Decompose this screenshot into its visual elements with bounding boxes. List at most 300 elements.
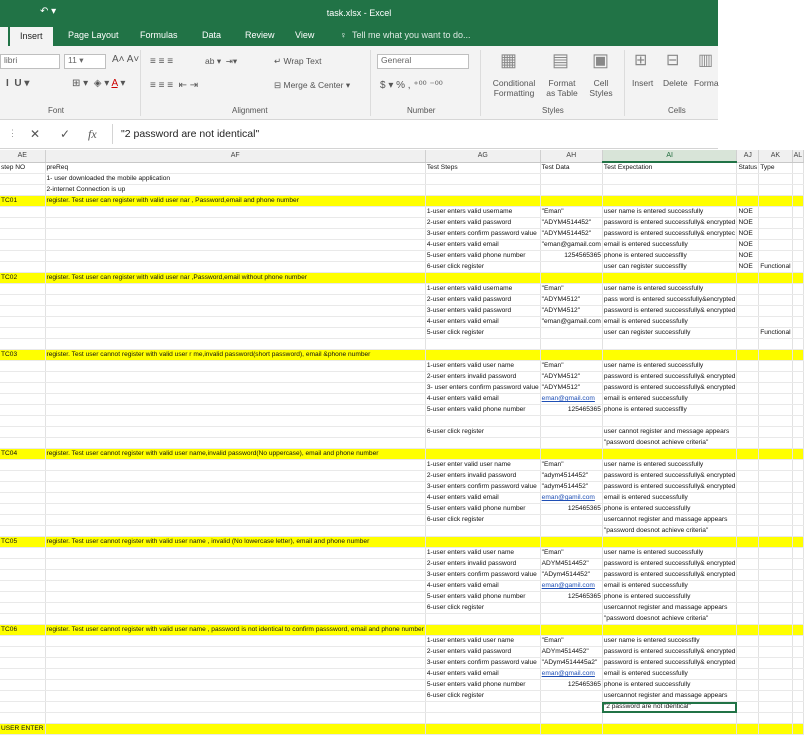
cell-prereq[interactable]: [45, 691, 425, 702]
cell-status[interactable]: [737, 449, 759, 460]
cell-prereq[interactable]: [45, 680, 425, 691]
align-top-icons[interactable]: ≡ ≡ ≡: [150, 56, 174, 67]
cell-type[interactable]: [759, 229, 792, 240]
cell-extra[interactable]: [792, 669, 804, 680]
cell-test-data[interactable]: [540, 339, 602, 350]
cell-status[interactable]: [737, 361, 759, 372]
cell-extra[interactable]: [792, 526, 804, 537]
cell-extra[interactable]: [792, 559, 804, 570]
tab-insert[interactable]: Insert: [10, 27, 53, 46]
cell-test-data[interactable]: "adym4514452": [540, 471, 602, 482]
cell-prereq[interactable]: register. Test user cannot register with valid user r me,invalid password(short password), email &phone number: [45, 350, 425, 361]
cell-status[interactable]: NOE: [737, 207, 759, 218]
cell-prereq[interactable]: [45, 493, 425, 504]
cell-status[interactable]: [737, 526, 759, 537]
tab-file[interactable]: [0, 27, 8, 46]
cell-type[interactable]: [759, 207, 792, 218]
cell-step-no[interactable]: [0, 504, 45, 515]
cell-test-expectation[interactable]: user cannot register and message appears: [602, 427, 737, 438]
cell-test-data[interactable]: [540, 449, 602, 460]
cell-type[interactable]: [759, 581, 792, 592]
cell-test-data[interactable]: "Eman": [540, 207, 602, 218]
cell-extra[interactable]: [792, 185, 804, 196]
cell-extra[interactable]: [792, 416, 804, 427]
cell-test-steps[interactable]: 1-user enters valid user name: [425, 361, 540, 372]
cell-prereq[interactable]: [45, 295, 425, 306]
cell-step-no[interactable]: [0, 361, 45, 372]
cell-status[interactable]: [737, 438, 759, 449]
cell-type[interactable]: [759, 537, 792, 548]
cell-test-expectation[interactable]: password is entered successfully& encrypted: [602, 658, 737, 669]
tab-view[interactable]: View: [295, 30, 315, 40]
cell-test-steps[interactable]: 6-user click register: [425, 603, 540, 614]
cell-prereq[interactable]: register. Test user cannot register with valid user name , invalid (No lowercase letter), email and phone number: [45, 537, 425, 548]
cell-step-no[interactable]: [0, 460, 45, 471]
cell-extra[interactable]: [792, 581, 804, 592]
cell-status[interactable]: [737, 306, 759, 317]
cell-test-steps[interactable]: 5-user enters valid phone number: [425, 592, 540, 603]
cell-test-steps[interactable]: [425, 724, 540, 735]
cell-test-data[interactable]: 1254565365: [540, 251, 602, 262]
cell-test-expectation[interactable]: password is entered successfully& encryptec: [602, 229, 737, 240]
cell-type[interactable]: [759, 273, 792, 284]
cell-status[interactable]: [737, 295, 759, 306]
cell-prereq[interactable]: [45, 647, 425, 658]
cell-prereq[interactable]: [45, 218, 425, 229]
cell-test-expectation[interactable]: user name is entered successfully: [602, 460, 737, 471]
cell-test-expectation[interactable]: Test Expectation: [602, 162, 737, 174]
cell-test-data[interactable]: "Eman": [540, 361, 602, 372]
cell-status[interactable]: [737, 328, 759, 339]
cell-extra[interactable]: [792, 262, 804, 273]
cell-test-data[interactable]: "Eman": [540, 460, 602, 471]
cell-status[interactable]: [737, 471, 759, 482]
cell-prereq[interactable]: [45, 427, 425, 438]
quick-access-toolbar[interactable]: ↶ ▾: [40, 6, 57, 17]
cell-test-data[interactable]: "ADym4514445a2": [540, 658, 602, 669]
cell-extra[interactable]: [792, 394, 804, 405]
cell-type[interactable]: [759, 218, 792, 229]
cell-extra[interactable]: [792, 713, 804, 724]
cell-type[interactable]: [759, 614, 792, 625]
cell-test-steps[interactable]: 5-user enters valid phone number: [425, 680, 540, 691]
cell-test-data[interactable]: [540, 515, 602, 526]
cell-test-expectation[interactable]: [602, 724, 737, 735]
cell-test-data[interactable]: [540, 416, 602, 427]
cell-prereq[interactable]: [45, 262, 425, 273]
cell-test-steps[interactable]: 3-user enters confirm password value: [425, 658, 540, 669]
cell-type[interactable]: [759, 636, 792, 647]
cell-step-no[interactable]: [0, 713, 45, 724]
cell-type[interactable]: [759, 350, 792, 361]
cell-step-no[interactable]: [0, 240, 45, 251]
cell-status[interactable]: [737, 394, 759, 405]
cell-test-expectation[interactable]: user name is entered successfully: [602, 284, 737, 295]
cell-test-expectation[interactable]: email is entered successfully: [602, 240, 737, 251]
cell-step-no[interactable]: [0, 647, 45, 658]
cell-test-data[interactable]: [540, 427, 602, 438]
cell-step-no[interactable]: [0, 702, 45, 713]
cell-type[interactable]: Functional: [759, 262, 792, 273]
cell-test-data[interactable]: "adym4514452": [540, 482, 602, 493]
cell-test-data[interactable]: [540, 713, 602, 724]
cell-test-expectation[interactable]: usercannot register and massage appears: [602, 515, 737, 526]
cell-prereq[interactable]: preReq: [45, 162, 425, 174]
cell-test-steps[interactable]: 4-user enters valid email: [425, 493, 540, 504]
cell-step-no[interactable]: [0, 328, 45, 339]
cell-test-steps[interactable]: 2-user enters valid password: [425, 218, 540, 229]
cell-status[interactable]: [737, 724, 759, 735]
cell-test-data[interactable]: [540, 702, 602, 713]
cell-test-steps[interactable]: [425, 273, 540, 284]
cell-type[interactable]: [759, 702, 792, 713]
cell-test-data[interactable]: [540, 614, 602, 625]
cell-step-no[interactable]: [0, 592, 45, 603]
cell-test-expectation[interactable]: user name is entered successfully: [602, 361, 737, 372]
cell-test-expectation[interactable]: password is entered successfully& encrypted: [602, 372, 737, 383]
cell-type[interactable]: [759, 548, 792, 559]
cell-test-steps[interactable]: [425, 713, 540, 724]
cell-extra[interactable]: [792, 702, 804, 713]
cell-extra[interactable]: [792, 350, 804, 361]
cell-extra[interactable]: [792, 636, 804, 647]
cell-step-no[interactable]: [0, 669, 45, 680]
cell-type[interactable]: [759, 174, 792, 185]
cell-step-no[interactable]: [0, 691, 45, 702]
cell-test-data[interactable]: [540, 185, 602, 196]
cell-test-steps[interactable]: 5-user click register: [425, 328, 540, 339]
cell-test-steps[interactable]: 5-user enters valid phone number: [425, 405, 540, 416]
cell-type[interactable]: [759, 526, 792, 537]
cell-extra[interactable]: [792, 306, 804, 317]
cell-test-data[interactable]: [540, 537, 602, 548]
cell-status[interactable]: [737, 196, 759, 207]
cell-type[interactable]: [759, 317, 792, 328]
cell-status[interactable]: [737, 680, 759, 691]
cell-extra[interactable]: [792, 218, 804, 229]
cell-extra[interactable]: [792, 603, 804, 614]
cell-type[interactable]: [759, 570, 792, 581]
cell-prereq[interactable]: [45, 229, 425, 240]
cell-status[interactable]: [737, 548, 759, 559]
cell-status[interactable]: [737, 317, 759, 328]
cell-test-steps[interactable]: 2-user enters invalid password: [425, 372, 540, 383]
cell-step-no[interactable]: [0, 372, 45, 383]
cell-prereq[interactable]: 2-internet Connection is up: [45, 185, 425, 196]
cell-extra[interactable]: [792, 196, 804, 207]
cell-status[interactable]: [737, 537, 759, 548]
cell-test-expectation[interactable]: [602, 350, 737, 361]
cell-step-no[interactable]: TC06: [0, 625, 45, 636]
cell-extra[interactable]: [792, 383, 804, 394]
cell-extra[interactable]: [792, 471, 804, 482]
cell-prereq[interactable]: [45, 471, 425, 482]
cell-test-expectation[interactable]: email is entered successfully: [602, 493, 737, 504]
cell-test-steps[interactable]: 6-user click register: [425, 691, 540, 702]
cell-status[interactable]: [737, 713, 759, 724]
cell-status[interactable]: [737, 559, 759, 570]
cell-prereq[interactable]: register. Test user can register with valid user nar , Password,email and phone number: [45, 196, 425, 207]
cell-status[interactable]: [737, 460, 759, 471]
cell-test-steps[interactable]: [425, 614, 540, 625]
cell-step-no[interactable]: [0, 526, 45, 537]
cell-step-no[interactable]: [0, 306, 45, 317]
cell-type[interactable]: [759, 372, 792, 383]
cell-extra[interactable]: [792, 537, 804, 548]
cell-test-data[interactable]: 125465365: [540, 680, 602, 691]
cell-step-no[interactable]: [0, 680, 45, 691]
cell-extra[interactable]: [792, 339, 804, 350]
cell-step-no[interactable]: [0, 658, 45, 669]
cell-test-steps[interactable]: [425, 185, 540, 196]
cell-test-data[interactable]: "ADYM4512": [540, 372, 602, 383]
cell-extra[interactable]: [792, 658, 804, 669]
cell-prereq[interactable]: [45, 581, 425, 592]
cell-step-no[interactable]: step NO: [0, 162, 45, 174]
font-name-box[interactable]: [0, 54, 60, 69]
cell-step-no[interactable]: TC04: [0, 449, 45, 460]
cell-test-expectation[interactable]: [602, 185, 737, 196]
cell-extra[interactable]: [792, 273, 804, 284]
cell-test-steps[interactable]: 4-user enters valid email: [425, 581, 540, 592]
cell-test-expectation[interactable]: email is entered successfully: [602, 394, 737, 405]
cell-extra[interactable]: [792, 174, 804, 185]
cell-test-expectation[interactable]: password is entered successfully& encrypted: [602, 647, 737, 658]
cell-test-expectation[interactable]: user can register successfully: [602, 328, 737, 339]
cell-extra[interactable]: [792, 317, 804, 328]
cell-test-expectation[interactable]: usercannot register and massage appears: [602, 603, 737, 614]
cell-test-expectation[interactable]: phone is entered successflly: [602, 251, 737, 262]
cell-extra[interactable]: [792, 449, 804, 460]
cell-prereq[interactable]: 1- user downloaded the mobile application: [45, 174, 425, 185]
cell-step-no[interactable]: [0, 416, 45, 427]
cell-type[interactable]: [759, 625, 792, 636]
currency-percent-icons[interactable]: $ ▾ % , ⁺⁰⁰ ⁻⁰⁰: [380, 80, 443, 91]
cell-prereq[interactable]: [45, 251, 425, 262]
cell-step-no[interactable]: TC05: [0, 537, 45, 548]
cell-step-no[interactable]: [0, 383, 45, 394]
cell-type[interactable]: [759, 361, 792, 372]
cell-test-steps[interactable]: Test Steps: [425, 162, 540, 174]
cell-extra[interactable]: [792, 493, 804, 504]
cell-test-steps[interactable]: 1-user enters valid username: [425, 284, 540, 295]
cell-test-expectation[interactable]: user name is entered successfully: [602, 548, 737, 559]
cell-extra[interactable]: [792, 295, 804, 306]
cell-step-no[interactable]: [0, 405, 45, 416]
cell-test-expectation[interactable]: phone is entered successflly: [602, 405, 737, 416]
cell-test-data[interactable]: ADYm4514452": [540, 647, 602, 658]
cell-type[interactable]: [759, 196, 792, 207]
cell-test-expectation[interactable]: email is entered successfully: [602, 317, 737, 328]
cell-test-steps[interactable]: 1-user enters valid username: [425, 207, 540, 218]
cell-test-expectation[interactable]: password is entered successfully& encrypted: [602, 471, 737, 482]
cell-test-data[interactable]: "ADYM4512": [540, 295, 602, 306]
cell-test-expectation[interactable]: "password doesnot achieve criteria": [602, 438, 737, 449]
column-header-aj[interactable]: AJ: [737, 150, 759, 162]
cell-test-data[interactable]: eman@gmail.com: [540, 669, 602, 680]
cell-prereq[interactable]: [45, 515, 425, 526]
cell-step-no[interactable]: [0, 251, 45, 262]
cell-status[interactable]: [737, 427, 759, 438]
cell-test-expectation[interactable]: user name is entered successflly: [602, 636, 737, 647]
cell-type[interactable]: [759, 592, 792, 603]
cell-test-data[interactable]: eman@gmail.com: [540, 394, 602, 405]
cell-extra[interactable]: [792, 548, 804, 559]
cell-step-no[interactable]: [0, 471, 45, 482]
cell-test-expectation[interactable]: email is entered successfully: [602, 669, 737, 680]
cell-test-steps[interactable]: 3-user enters confirm password value: [425, 229, 540, 240]
cell-prereq[interactable]: [45, 526, 425, 537]
cell-test-expectation[interactable]: email is entered successfully: [602, 581, 737, 592]
cell-status[interactable]: [737, 691, 759, 702]
cell-prereq[interactable]: [45, 317, 425, 328]
bold-italic-underline-icons[interactable]: I U ▾: [6, 78, 30, 89]
cell-test-expectation[interactable]: "2 password are not identical": [602, 702, 737, 713]
cell-status[interactable]: [737, 493, 759, 504]
cell-status[interactable]: [737, 383, 759, 394]
cell-type[interactable]: [759, 295, 792, 306]
cell-test-steps[interactable]: [425, 702, 540, 713]
cell-test-steps[interactable]: [425, 438, 540, 449]
cell-type[interactable]: [759, 603, 792, 614]
align-left-icons[interactable]: ≡ ≡ ≡ ⇤ ⇥: [150, 80, 199, 91]
cell-type[interactable]: [759, 713, 792, 724]
cell-test-steps[interactable]: [425, 416, 540, 427]
cell-step-no[interactable]: [0, 174, 45, 185]
cell-extra[interactable]: [792, 570, 804, 581]
cell-prereq[interactable]: [45, 240, 425, 251]
conditional-formatting-button[interactable]: Conditional Formatting: [492, 78, 536, 98]
cell-test-data[interactable]: [540, 328, 602, 339]
cell-test-steps[interactable]: 3-user enters confirm password value: [425, 482, 540, 493]
cell-type[interactable]: [759, 416, 792, 427]
cell-test-data[interactable]: "ADYM4514452": [540, 218, 602, 229]
cell-test-steps[interactable]: 5-user enters valid phone number: [425, 251, 540, 262]
format-as-table-button[interactable]: Format as Table: [546, 78, 578, 98]
cell-test-data[interactable]: "ADYM4512": [540, 306, 602, 317]
cell-type[interactable]: [759, 471, 792, 482]
cell-extra[interactable]: [792, 460, 804, 471]
cell-test-expectation[interactable]: [602, 713, 737, 724]
cell-type[interactable]: [759, 449, 792, 460]
cell-extra[interactable]: [792, 647, 804, 658]
tab-review[interactable]: Review: [245, 30, 275, 40]
cell-test-steps[interactable]: 2-user enters invalid password: [425, 559, 540, 570]
cell-prereq[interactable]: [45, 724, 425, 735]
cell-extra[interactable]: [792, 251, 804, 262]
cell-step-no[interactable]: [0, 614, 45, 625]
cell-test-data[interactable]: 125465365: [540, 592, 602, 603]
format-cells-button[interactable]: Forma: [694, 78, 719, 88]
cell-test-data[interactable]: [540, 691, 602, 702]
cell-type[interactable]: [759, 306, 792, 317]
font-size-grow-icon[interactable]: A˄ A˅: [112, 54, 140, 65]
cancel-icon[interactable]: ✕: [30, 127, 41, 141]
cell-test-steps[interactable]: 2-user enters valid password: [425, 647, 540, 658]
cell-extra[interactable]: [792, 724, 804, 735]
cell-test-expectation[interactable]: phone is entered successfully: [602, 504, 737, 515]
cell-test-expectation[interactable]: [602, 416, 737, 427]
cell-type[interactable]: [759, 405, 792, 416]
cell-step-no[interactable]: [0, 603, 45, 614]
cell-type[interactable]: [759, 185, 792, 196]
cell-test-data[interactable]: "Eman": [540, 548, 602, 559]
cell-type[interactable]: [759, 339, 792, 350]
cell-test-steps[interactable]: 2-user enters valid password: [425, 295, 540, 306]
insert-cells-button[interactable]: Insert: [632, 78, 654, 88]
cell-styles-button[interactable]: Cell Styles: [589, 78, 613, 98]
cell-prereq[interactable]: [45, 504, 425, 515]
cell-test-expectation[interactable]: pass word is entered successfully&encrypted: [602, 295, 737, 306]
cell-step-no[interactable]: [0, 548, 45, 559]
cell-test-steps[interactable]: 4-user enters valid email: [425, 669, 540, 680]
cell-prereq[interactable]: [45, 207, 425, 218]
cell-test-expectation[interactable]: [602, 339, 737, 350]
cell-status[interactable]: [737, 581, 759, 592]
cell-status[interactable]: [737, 273, 759, 284]
orientation-icon[interactable]: ab ▾ ⇥▾: [205, 56, 238, 66]
cell-test-steps[interactable]: 4-user enters valid email: [425, 317, 540, 328]
insert-function-icon[interactable]: fx: [88, 127, 97, 141]
cell-prereq[interactable]: [45, 328, 425, 339]
cell-status[interactable]: NOE: [737, 218, 759, 229]
cell-type[interactable]: Type: [759, 162, 792, 174]
cell-step-no[interactable]: [0, 438, 45, 449]
cell-status[interactable]: [737, 570, 759, 581]
cell-prereq[interactable]: [45, 372, 425, 383]
cell-status[interactable]: [737, 174, 759, 185]
cell-test-expectation[interactable]: user can register successflly: [602, 262, 737, 273]
cell-prereq[interactable]: [45, 306, 425, 317]
cell-type[interactable]: [759, 515, 792, 526]
cell-test-data[interactable]: [540, 350, 602, 361]
cell-type[interactable]: [759, 493, 792, 504]
font-size-box[interactable]: 11 ▾: [64, 54, 106, 69]
cell-step-no[interactable]: [0, 262, 45, 273]
cell-test-data[interactable]: "ADYM4514452": [540, 229, 602, 240]
cell-type[interactable]: [759, 724, 792, 735]
cell-extra[interactable]: [792, 504, 804, 515]
cell-prereq[interactable]: [45, 658, 425, 669]
column-header-ah[interactable]: AH: [540, 150, 602, 162]
wrap-text-button[interactable]: ↵ Wrap Text: [274, 56, 322, 66]
cell-test-steps[interactable]: 4-user enters valid email: [425, 240, 540, 251]
cell-test-data[interactable]: eman@gamil.com: [540, 581, 602, 592]
cell-test-expectation[interactable]: password is entered successfully& encrypted: [602, 482, 737, 493]
cell-extra[interactable]: [792, 405, 804, 416]
delete-cells-button[interactable]: Delete: [663, 78, 688, 88]
cell-test-data[interactable]: "ADym4514452": [540, 570, 602, 581]
cell-test-data[interactable]: "Eman": [540, 636, 602, 647]
cell-type[interactable]: [759, 240, 792, 251]
cell-status[interactable]: [737, 669, 759, 680]
tab-data[interactable]: Data: [202, 30, 222, 40]
cell-prereq[interactable]: [45, 284, 425, 295]
cell-step-no[interactable]: [0, 339, 45, 350]
cell-test-expectation[interactable]: phone is entered successfully: [602, 592, 737, 603]
cell-test-steps[interactable]: 4-user enters valid email: [425, 394, 540, 405]
cell-step-no[interactable]: TC02: [0, 273, 45, 284]
cell-step-no[interactable]: [0, 515, 45, 526]
cell-status[interactable]: NOE: [737, 229, 759, 240]
cell-extra[interactable]: [792, 372, 804, 383]
cell-prereq[interactable]: register. Test user can register with valid user nar ,Password,email without phone number: [45, 273, 425, 284]
cell-status[interactable]: [737, 339, 759, 350]
cell-step-no[interactable]: USER ENTER: [0, 724, 45, 735]
cell-test-steps[interactable]: 5-user enters valid phone number: [425, 504, 540, 515]
cell-test-expectation[interactable]: "password doesnot achieve criteria": [602, 526, 737, 537]
cell-test-data[interactable]: "eman@gamail.com: [540, 317, 602, 328]
